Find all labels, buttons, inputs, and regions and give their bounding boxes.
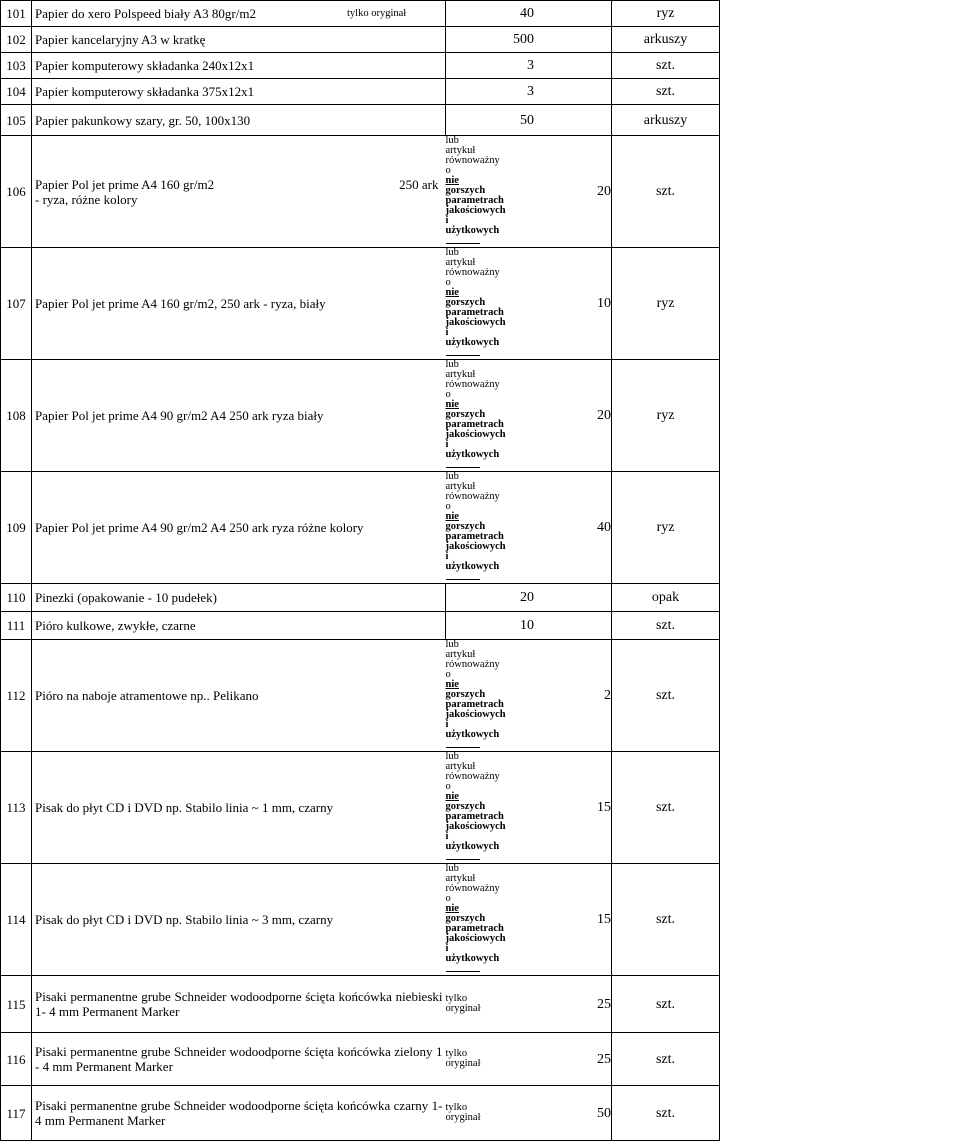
table-row: 107 Papier Pol jet prime A4 160 gr/m2, 250 ark - ryza, biały lub artykuł równoważny o nie gorszych parametrach jakościowych i użytkowych 10 ryz — [1, 248, 959, 360]
row-number: 103 — [1, 53, 32, 79]
item-quantity: 50 — [446, 1086, 612, 1141]
row-number: 102 — [1, 27, 32, 53]
row-number: 106 — [1, 136, 32, 248]
row-number: 105 — [1, 105, 32, 136]
original-only-note: tylko oryginał — [347, 8, 407, 19]
item-quantity: 3 — [446, 79, 612, 105]
table-row — [1, 53, 959, 79]
table-row: 109 Papier Pol jet prime A4 90 gr/m2 A4 250 ark ryza różne kolory lub artykuł równoważny o nie gorszych parametrach jakościowych i użytkowych 40 ryz — [1, 472, 959, 584]
item-quantity: 40 — [446, 472, 612, 584]
item-unit: arkuszy — [612, 27, 720, 53]
item-quantity: 15 — [446, 752, 612, 864]
row-number: 115 — [1, 976, 32, 1033]
item-quantity: 25 — [446, 976, 612, 1033]
item-quantity: 500 — [446, 27, 612, 53]
item-quantity: 20 — [446, 136, 612, 248]
table-row — [1, 27, 959, 53]
row-number: 117 — [1, 1086, 32, 1141]
item-quantity: 3 — [446, 53, 612, 79]
item-unit: opak — [612, 584, 720, 612]
item-description: Pisaki permanentne grube Schneider wodoodporne ścięta końcówka zielony 1 - 4 mm Permanent Marker — [32, 1033, 446, 1086]
item-quantity: 10 — [446, 248, 612, 360]
item-description: Pióro na naboje atramentowe np.. Pelikano — [32, 640, 446, 752]
row-number: 111 — [1, 612, 32, 640]
item-unit: szt. — [612, 864, 720, 976]
row-number: 116 — [1, 1033, 32, 1086]
table-row: 112 Pióro na naboje atramentowe np.. Pelikano lub artykuł równoważny o nie gorszych parametrach jakościowych i użytkowych 2 szt. — [1, 640, 959, 752]
item-unit: szt. — [612, 53, 720, 79]
item-unit: arkuszy — [612, 105, 720, 136]
table-row: 114 Pisak do płyt CD i DVD np. Stabilo linia ~ 3 mm, czarny lub artykuł równoważny o nie gorszych parametrach jakościowych i użytkowych 15 szt. — [1, 864, 959, 976]
item-unit: szt. — [612, 976, 720, 1033]
item-quantity: 20 — [446, 584, 612, 612]
item-description: Papier do xero Polspeed biały A3 80gr/m2 tylko oryginał — [32, 1, 446, 27]
item-description: Pisaki permanentne grube Schneider wodoodporne ścięta końcówka czarny 1- 4 mm Permanent Marker — [32, 1086, 446, 1141]
item-unit: ryz — [612, 472, 720, 584]
table-row — [1, 79, 959, 105]
item-unit: szt. — [612, 136, 720, 248]
item-unit: szt. — [612, 612, 720, 640]
item-unit: ryz — [612, 360, 720, 472]
table-row — [1, 584, 959, 612]
item-unit: szt. — [612, 79, 720, 105]
item-description: Papier Pol jet prime A4 160 gr/m2 250 ark - ryza, różne kolory — [32, 136, 446, 248]
item-quantity: 15 — [446, 864, 612, 976]
row-number: 113 — [1, 752, 32, 864]
item-quantity: 50 — [446, 105, 612, 136]
table-row: 115 Pisaki permanentne grube Schneider wodoodporne ścięta końcówka niebieski 1- 4 mm Permanent Marker tylko oryginał 25 szt. — [1, 976, 959, 1033]
item-description: Papier Pol jet prime A4 160 gr/m2, 250 ark - ryza, biały — [32, 248, 446, 360]
item-description: Papier Pol jet prime A4 90 gr/m2 A4 250 ark ryza biały — [32, 360, 446, 472]
row-number: 108 — [1, 360, 32, 472]
table-row: 113 Pisak do płyt CD i DVD np. Stabilo linia ~ 1 mm, czarny lub artykuł równoważny o nie gorszych parametrach jakościowych i użytkowych 15 szt. — [1, 752, 959, 864]
item-description: Pinezki (opakowanie - 10 pudełek) — [32, 584, 446, 612]
row-number: 101 — [1, 1, 32, 27]
item-quantity: 20 — [446, 360, 612, 472]
item-unit: szt. — [612, 752, 720, 864]
table-row: 106 Papier Pol jet prime A4 160 gr/m2 250 ark - ryza, różne kolory lub artykuł równoważny o nie gorszych parametrach jakościowych i użytkowych 20 szt. — [1, 136, 959, 248]
item-description: Papier komputerowy składanka 240x12x1 — [32, 53, 446, 79]
item-quantity: 2 — [446, 640, 612, 752]
table-row — [1, 612, 959, 640]
item-unit: ryz — [612, 248, 720, 360]
item-quantity: 10 — [446, 612, 612, 640]
table-row: 117 Pisaki permanentne grube Schneider wodoodporne ścięta końcówka czarny 1- 4 mm Permanent Marker tylko oryginał 50 szt. — [1, 1086, 959, 1141]
item-description: Pisak do płyt CD i DVD np. Stabilo linia ~ 3 mm, czarny — [32, 864, 446, 976]
item-unit: szt. — [612, 1033, 720, 1086]
item-unit: ryz — [612, 1, 720, 27]
item-quantity: 25 — [446, 1033, 612, 1086]
row-number: 107 — [1, 248, 32, 360]
item-description: Papier komputerowy składanka 375x12x1 — [32, 79, 446, 105]
table-row — [1, 105, 959, 136]
table-row: 108 Papier Pol jet prime A4 90 gr/m2 A4 250 ark ryza biały lub artykuł równoważny o nie gorszych parametrach jakościowych i użytkowych 20 ryz — [1, 360, 959, 472]
item-unit: szt. — [612, 1086, 720, 1141]
table-row: 116 Pisaki permanentne grube Schneider wodoodporne ścięta końcówka zielony 1 - 4 mm Permanent Marker tylko oryginał 25 szt. — [1, 1033, 959, 1086]
row-number: 109 — [1, 472, 32, 584]
item-description: Pisak do płyt CD i DVD np. Stabilo linia ~ 1 mm, czarny — [32, 752, 446, 864]
row-number: 104 — [1, 79, 32, 105]
row-number: 114 — [1, 864, 32, 976]
item-quantity: 40 — [446, 1, 612, 27]
table-row — [1, 1, 959, 27]
item-description: Papier Pol jet prime A4 90 gr/m2 A4 250 ark ryza różne kolory — [32, 472, 446, 584]
row-number: 112 — [1, 640, 32, 752]
item-description: Papier kancelaryjny A3 w kratkę — [32, 27, 446, 53]
row-number: 110 — [1, 584, 32, 612]
item-unit: szt. — [612, 640, 720, 752]
item-description: Pisaki permanentne grube Schneider wodoodporne ścięta końcówka niebieski 1- 4 mm Permanent Marker — [32, 976, 446, 1033]
item-description: Papier pakunkowy szary, gr. 50, 100x130 — [32, 105, 446, 136]
item-description: Pióro kulkowe, zwykłe, czarne — [32, 612, 446, 640]
